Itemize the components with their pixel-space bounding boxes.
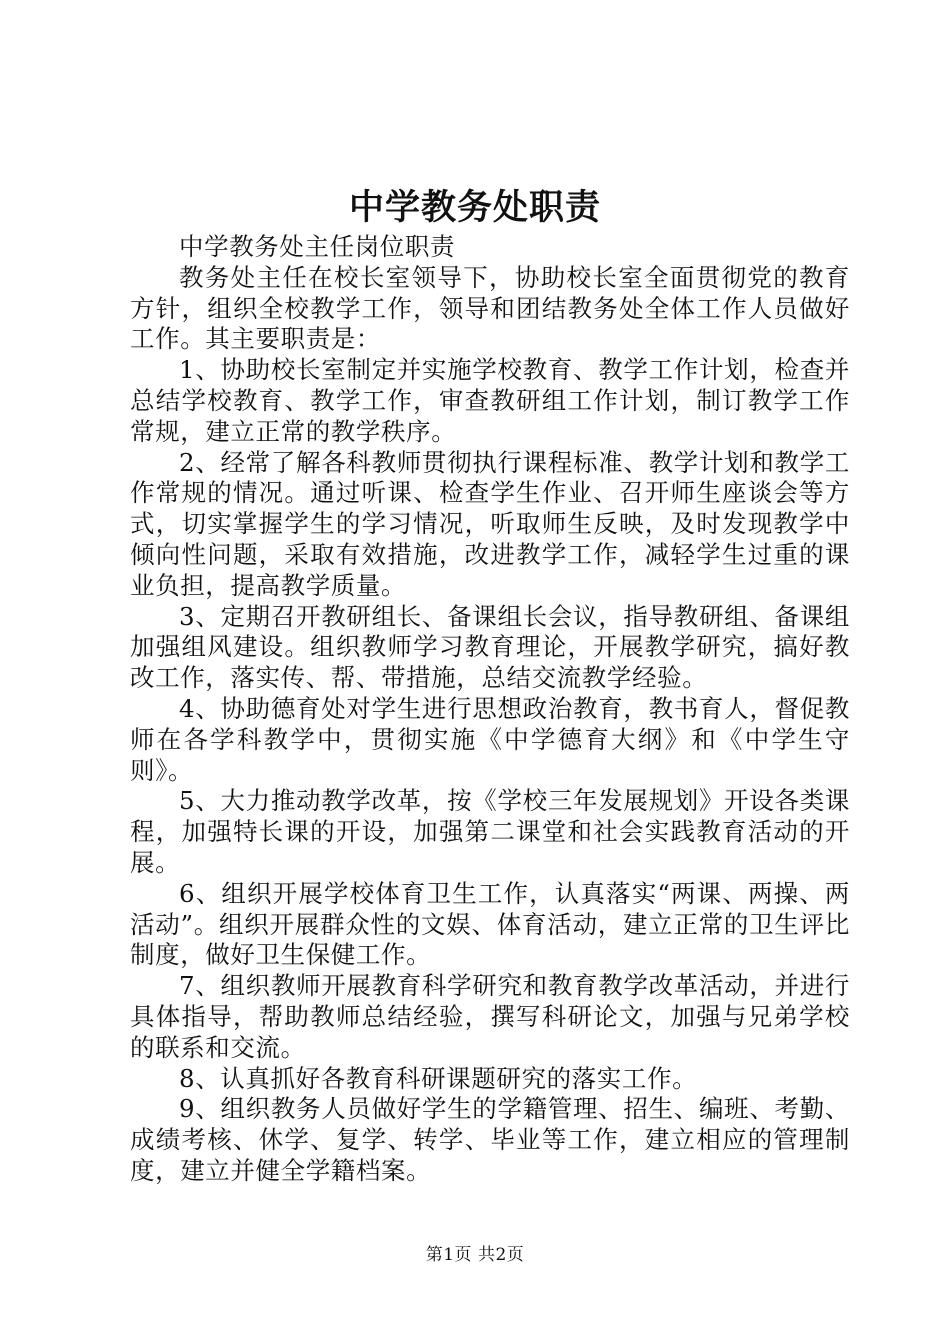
- paragraph-item-9: 9、组织教务人员做好学生的学籍管理、招生、编班、考勤、成绩考核、休学、复学、转学、毕业等工作，建立相应的管理制度，建立并健全学籍档案。: [130, 1094, 850, 1185]
- paragraph-item-7: 7、组织教师开展教育科学研究和教育教学改革活动，并进行具体指导，帮助教师总结经验，撰写科研论文，加强与兄弟学校的联系和交流。: [130, 971, 850, 1062]
- paragraph-item-4: 4、协助德育处对学生进行思想政治教育，教书育人，督促教师在各学科教学中，贯彻实施《中学德育大纲》和《中学生守则》。: [130, 693, 850, 785]
- paragraph-item-2: 2、经常了解各科教师贯彻执行课程标准、教学计划和教学工作常规的情况。通过听课、检查学生作业、召开师生座谈会等方式，切实掌握学生的学习情况，听取师生反映，及时发现教学中倾向性问题，采取有效措施，改进教学工作，减轻学生过重的课业负担，提高教学质量。: [130, 447, 850, 600]
- paragraph-intro: 教务处主任在校长室领导下，协助校长室全面贯彻党的教育方针，组织全校教学工作，领导和团结教务处全体工作人员做好工作。其主要职责是：: [130, 262, 850, 354]
- paragraph-item-1: 1、协助校长室制定并实施学校教育、教学工作计划，检查并总结学校教育、教学工作，审查教研组工作计划，制订教学工作常规，建立正常的教学秩序。: [130, 355, 850, 446]
- page-footer: 第1页 共2页: [425, 1245, 525, 1265]
- document-body: [130, 232, 850, 1187]
- paragraph-item-6: 6、组织开展学校体育卫生工作，认真落实“两课、两操、两活动”。组织开展群众性的文娱、体育活动，建立正常的卫生评比制度，做好卫生保健工作。: [130, 878, 850, 970]
- paragraph-subtitle: 中学教务处主任岗位职责: [179, 232, 456, 261]
- paragraph-item-8: 8、认真抓好各教育科研课题研究的落实工作。: [179, 1063, 698, 1093]
- document-title: 中学教务处职责: [348, 187, 601, 228]
- paragraph-item-5: 5、大力推动教学改革，按《学校三年发展规划》开设各类课程，加强特长课的开设，加强第二课堂和社会实践教育活动的开展。: [130, 786, 850, 877]
- paragraph-item-3: 3、定期召开教研组长、备课组长会议，指导教研组、备课组加强组风建设。组织教师学习教育理论，开展教学研究，搞好教改工作，落实传、帮、带措施，总结交流教学经验。: [130, 601, 850, 693]
